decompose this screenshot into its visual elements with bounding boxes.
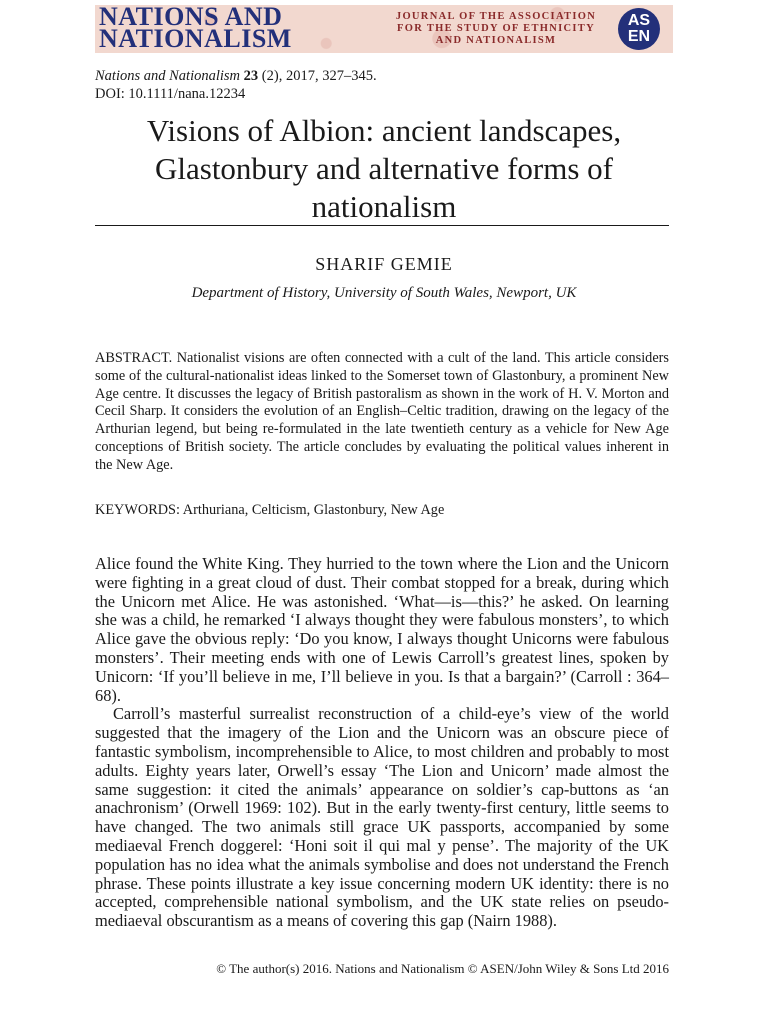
paragraph: Carroll’s masterful surrealist reconstruction of a child-eye’s view of the world suggested that the imagery of the Lion and the Unicorn was an obscure piece of fantastic symbolism, incomprehensible to Alice, to most children and probably to most adults. Eighty years later, Orwell’s essay ‘The Lion and Unicorn’ made almost the same suggestion: it cited the animals’ appearance on soldier’s cap-buttons as ‘an anachronism’ (Orwell 1969: 102). But in the early twenty-first century, little seems to have changed. The two animals still grace UK passports, accompanied by some mediaeval French doggerel: ‘Honi soit il qui mal y pense’. The majority of the UK population has no idea what the animals symbolise and does not understand the French phrase. These points illustrate a key issue concerning modern UK identity: there is no accepted, comprehensible national symbolism, and the UK state relies on pseudo-mediaeval obscurantism as a means of covering this gap (Nairn 1988). (95, 704, 669, 931)
logo-line1: AS (627, 12, 651, 29)
citation (95, 67, 377, 103)
title-rule (95, 225, 669, 226)
journal-subtitle-line1: JOURNAL OF THE ASSOCIATION (395, 11, 597, 22)
citation-issue-pages: (2), 2017, 327–345. (258, 68, 377, 84)
citation-line (95, 67, 377, 85)
journal-name (99, 5, 292, 53)
journal-subtitle-line3: AND NATIONALISM (435, 35, 557, 46)
journal-subtitle (383, 11, 609, 47)
paragraph: Alice found the White King. They hurried to the town where the Lion and the Unicorn were fighting in a great cloud of dust. Their combat stopped for a break, during which the Unicorn met Alice. He was astonished. ‘What—is—this?’ he asked. On learning she was a child, he remarked ‘I always thought they were fabulous monsters’, to which Alice gave the obvious reply: ‘Do you know, I always thought Unicorns were fabulous monsters’. Their meeting ends with one of Lewis Carroll’s greatest lines, spoken by Unicorn: ‘If you’ll believe in me, I’ll believe in you. Is that a bargain?’ (Carroll : 364–68). (95, 554, 669, 705)
asen-logo (618, 8, 660, 50)
citation-journal: Nations and Nationalism (95, 68, 241, 84)
journal-banner (95, 5, 673, 53)
keywords: KEYWORDS: Arthuriana, Celticism, Glastonbury, New Age (95, 502, 445, 518)
body-text (95, 555, 669, 931)
citation-doi[interactable]: DOI: 10.1111/nana.12234 (95, 86, 246, 102)
citation-volume: 23 (243, 68, 259, 84)
copyright-footer: © The author(s) 2016. Nations and Nationalism © ASEN/John Wiley & Sons Ltd 2016 (216, 961, 669, 976)
journal-name-line2: NATIONALISM (99, 24, 292, 53)
article-title: Visions of Albion: ancient landscapes, Glastonbury and alternative forms of nationalism (146, 113, 622, 224)
journal-subtitle-line2: FOR THE STUDY OF ETHNICITY (397, 23, 595, 34)
abstract: ABSTRACT. Nationalist visions are often connected with a cult of the land. This article considers some of the cultural-nationalist ideas linked to the Somerset town of Glastonbury, a prominent New Age centre. It discusses the legacy of British pastoralism as shown in the work of H. V. Morton and Cecil Sharp. It considers the evolution of an English–Celtic tradition, drawing on the legacy of the Arthurian legend, but being re-formulated in the late twentieth century as a vehicle for New Age conceptions of British society. The article concludes by evaluating the political values inherent in the New Age. (95, 350, 669, 473)
journal-name-line1: NATIONS AND (99, 5, 283, 31)
logo-line2: EN (627, 28, 651, 45)
author-name: SHARIF GEMIE (315, 254, 453, 274)
author-affiliation: Department of History, University of South Wales, Newport, UK (191, 285, 577, 301)
